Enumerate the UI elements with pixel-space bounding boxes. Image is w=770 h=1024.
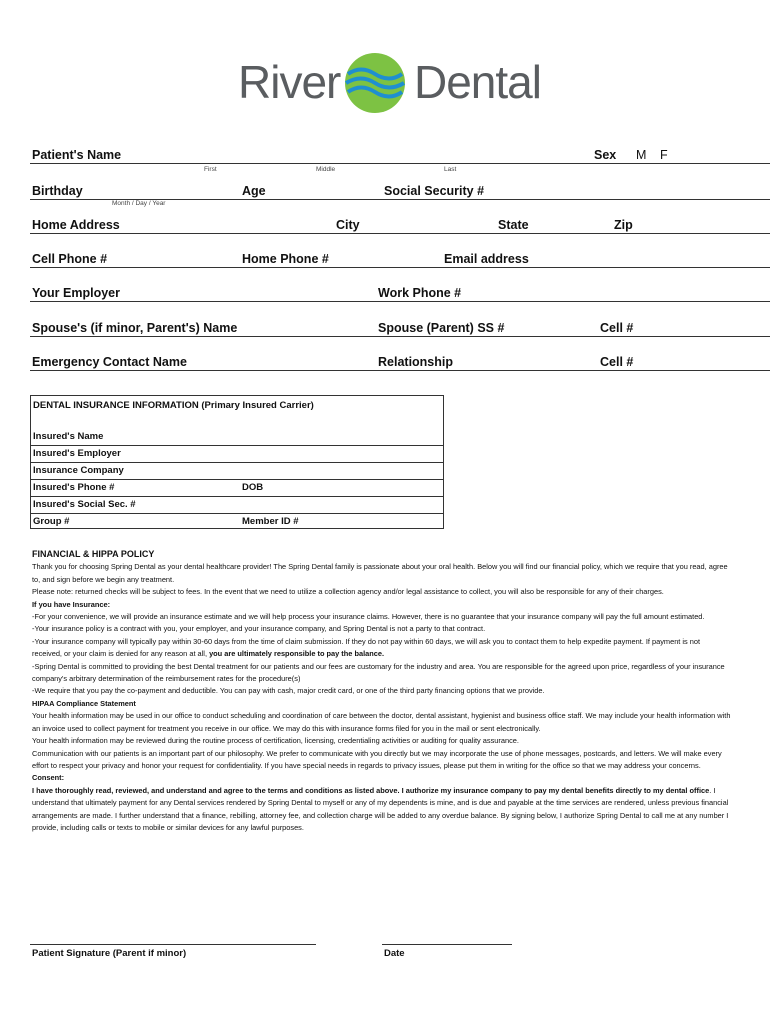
employer-label: Your Employer xyxy=(32,286,120,300)
patient-name-row[interactable] xyxy=(30,144,770,164)
insurance-company-line[interactable] xyxy=(31,479,443,480)
insured-name-label: Insured's Name xyxy=(33,431,104,442)
consent-text: . I understand that ultimately payment for any Dental services rendered by Spring Dental to myself or any of my dependents is mine, and is due and payable at the time services are rendered, unless previous financial arrangements are made. I further understand that a finance, rebilling, attorney fee, and collection charge will be added to any overdue balance. By signing below, I authorize Spring Dental to call me at any number I provide, including calls or texts to mobile or similar devices for any lawful purposes. xyxy=(32,785,729,832)
home-phone-label: Home Phone # xyxy=(242,252,329,266)
patient-signature-line[interactable] xyxy=(30,944,316,945)
work-phone-label: Work Phone # xyxy=(378,286,462,300)
insurance-bullet-1: -For your convenience, we will provide an insurance estimate and we will help process your insurance claims. However, there is no guarantee that your insurance company will pay the full amount estimated. xyxy=(32,612,705,622)
wave-circle-icon xyxy=(344,52,406,114)
insurance-bullet-4: -Spring Dental is committed to providing the best Dental treatment for our patients and our fees are customary for the industry and area. You are responsible for the agreed upon price, regardless of your insurance company's arbitrary determination of the reimbursement rates for the procedure(s) xyxy=(32,661,725,684)
phone-row[interactable] xyxy=(30,248,770,268)
state-label: State xyxy=(498,218,529,232)
insurance-bullet-5: -We require that you pay the co-payment and deductible. You can pay with cash, major credit card, or one of the third party financing options that we provide. xyxy=(32,686,545,696)
date-line[interactable] xyxy=(382,944,512,945)
insurance-bullet-2: -Your insurance policy is a contract with you, your employer, and your insurance company, and Spring Dental is not a party to that contract. xyxy=(32,624,486,634)
insured-social-line[interactable] xyxy=(31,513,443,514)
spouse-name-label: Spouse's (if minor, Parent's) Name xyxy=(32,321,238,335)
ssn-label: Social Security # xyxy=(384,184,485,198)
hipaa-paragraph-3: Communication with our patients is an important part of our philosophy. We prefer to communicate with you directly but we may incorporate the use of phone messages, postcards, and letters. We will make every effort to respect your privacy and honor your request for confidentiality. If you have special needs in regards to privacy issues, please put them in writing for the office so that we may address your concerns. xyxy=(32,748,722,770)
sex-label: Sex xyxy=(594,148,617,162)
insured-name-line[interactable] xyxy=(31,445,443,446)
logo-word-river: River xyxy=(238,56,341,108)
birthday-label: Birthday xyxy=(32,184,83,198)
insured-employer-label: Insured's Employer xyxy=(33,448,121,459)
home-address-label: Home Address xyxy=(32,218,120,232)
age-label: Age xyxy=(242,184,266,198)
first-name-hint: First xyxy=(204,166,217,173)
sex-option-f[interactable]: F xyxy=(660,148,668,162)
dob-label: DOB xyxy=(242,482,264,493)
policy-returned-checks: Please note: returned checks will be subject to fees. In the event that we need to utilize a collection agency and/or legal assistance to collect, you will also be responsible for any of their charges. xyxy=(32,587,664,597)
logo-word-dental: Dental xyxy=(414,56,541,108)
relationship-label: Relationship xyxy=(378,355,454,369)
consent-subheading: Consent: xyxy=(32,773,65,783)
insured-social-label: Insured's Social Sec. # xyxy=(33,499,136,510)
insurance-bullet-3 xyxy=(32,636,732,661)
patient-name-label: Patient's Name xyxy=(32,148,122,162)
insurance-subheading: If you have Insurance: xyxy=(32,599,111,609)
river-dental-logo xyxy=(238,52,550,114)
insurance-info-box xyxy=(30,395,444,529)
patient-signature-label: Patient Signature (Parent if minor) xyxy=(32,948,187,959)
member-id-label: Member ID # xyxy=(242,516,299,527)
spouse-ss-label: Spouse (Parent) SS # xyxy=(378,321,505,335)
hipaa-paragraph-1: Your health information may be used in our office to conduct scheduling and coordination of care between the doctor, dental assistant, hygienist and business office staff. We may include your health information with an invoice used to collect payment for treatment you receive in our office. We may do this with insurance forms filed for you in the mail or sent electronically. xyxy=(32,711,731,733)
home-address-row[interactable] xyxy=(30,214,770,234)
date-label: Date xyxy=(384,948,405,959)
city-label: City xyxy=(336,218,360,232)
insurance-bullet-3-text: -Your insurance company will typically pay within 30-60 days from the time of claim submission. If they do not pay within 60 days, we will ask you to contact them to help expedite payment. If payment is not received, or your claim is denied for any reason at all, xyxy=(32,636,701,659)
insurance-bullet-3-bold: you are ultimately responsible to pay the balance. xyxy=(209,649,385,659)
emergency-cell-label: Cell # xyxy=(600,355,634,369)
hipaa-paragraph-2: Your health information may be reviewed during the routine process of certification, licensing, credentialing activities or auditing for quality assurance. xyxy=(32,736,519,746)
group-label: Group # xyxy=(33,516,70,527)
emergency-row[interactable] xyxy=(30,351,770,371)
spouse-row[interactable] xyxy=(30,317,770,337)
policy-intro: Thank you for choosing Spring Dental as your dental healthcare provider! The Spring Dental family is passionate about your oral health. Below you will find our financial policy, which we require that you read, agree to, and sign before we begin any treatment. xyxy=(32,562,728,584)
date-format-hint: Month / Day / Year xyxy=(112,200,166,207)
last-name-hint: Last xyxy=(444,166,457,173)
insurance-title: DENTAL INSURANCE INFORMATION (Primary Insured Carrier) xyxy=(33,400,314,411)
sex-option-m[interactable]: M xyxy=(636,148,647,162)
emergency-contact-label: Emergency Contact Name xyxy=(32,355,187,369)
spouse-cell-label: Cell # xyxy=(600,321,634,335)
insured-phone-label: Insured's Phone # xyxy=(33,482,115,493)
insured-phone-line[interactable] xyxy=(31,496,443,497)
cell-phone-label: Cell Phone # xyxy=(32,252,108,266)
insurance-company-label: Insurance Company xyxy=(33,465,124,476)
email-label: Email address xyxy=(444,252,529,266)
middle-name-hint: Middle xyxy=(316,166,336,173)
insured-employer-line[interactable] xyxy=(31,462,443,463)
policy-heading: FINANCIAL & HIPPA POLICY xyxy=(32,549,155,559)
consent-paragraph xyxy=(32,785,732,835)
birthday-row[interactable] xyxy=(30,180,770,200)
hipaa-subheading: HIPAA Compliance Statement xyxy=(32,698,136,708)
consent-bold: I have thoroughly read, reviewed, and understand and agree to the terms and conditions as listed above. I authorize my insurance company to pay my dental benefits directly to my dental office xyxy=(32,785,710,795)
zip-label: Zip xyxy=(614,218,633,232)
financial-hipaa-policy xyxy=(32,548,732,834)
employer-row[interactable] xyxy=(30,282,770,302)
